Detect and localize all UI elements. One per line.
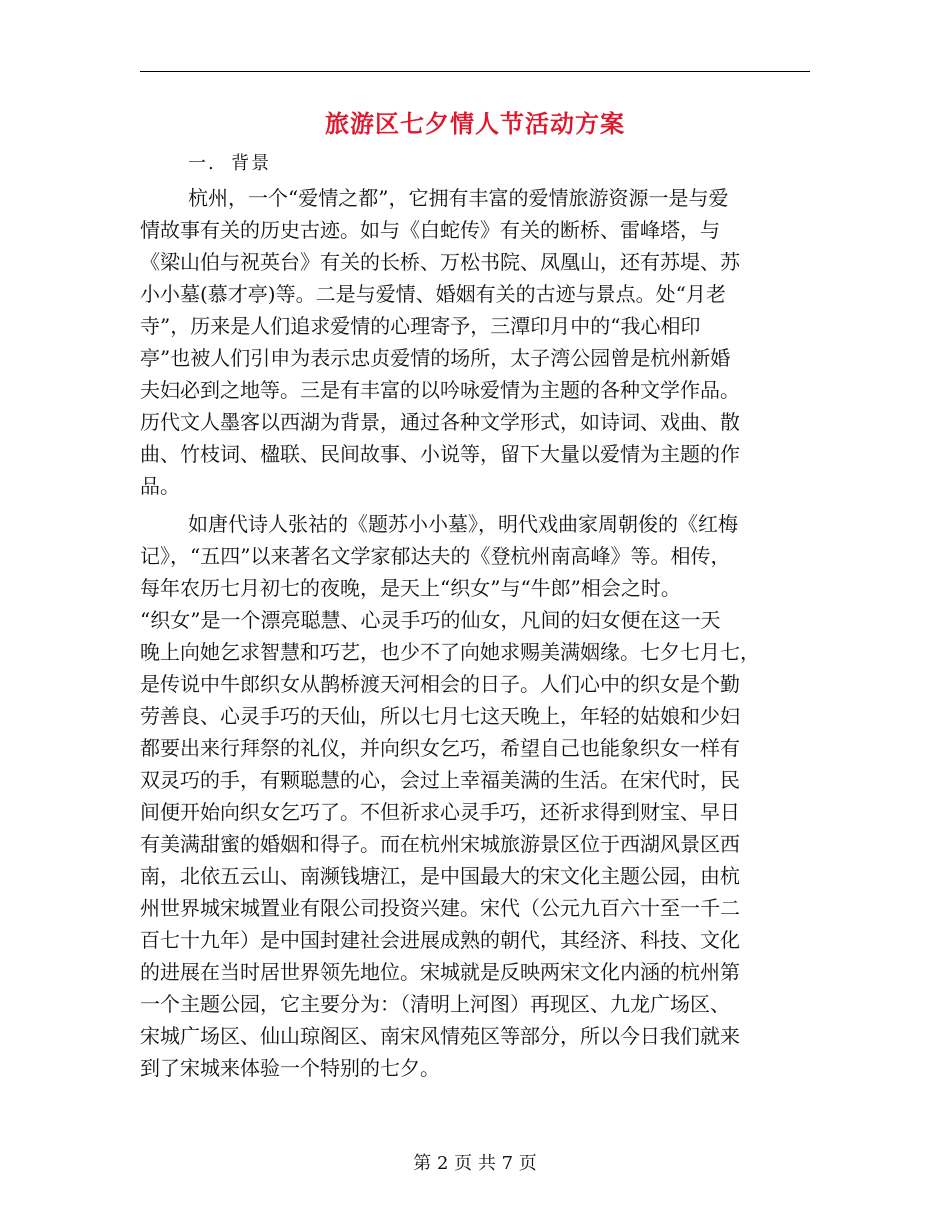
paragraph-line: 曲、竹枝词、楹联、民间故事、小说等，留下大量以爱情为主题的作 — [140, 442, 740, 466]
paragraph-line: 宋城广场区、仙山琼阁区、南宋风情苑区等部分，所以今日我们就来 — [140, 1024, 740, 1048]
paragraph-line: 州世界城宋城置业有限公司投资兴建。宋代（公元九百六十至一千二 — [140, 896, 740, 920]
paragraph-line: 是传说中牛郎织女从鹊桥渡天河相会的日子。人们心中的织女是个勤 — [140, 672, 740, 696]
document-title: 旅游区七夕情人节活动方案 — [325, 109, 625, 138]
paragraph-line: 历代文人墨客以西湖为背景，通过各种文学形式，如诗词、戏曲、散 — [140, 410, 740, 434]
paragraph-line: 杭州，一个“爱情之都”，它拥有丰富的爱情旅游资源一是与爱 — [188, 186, 729, 210]
paragraph-line: 寺”，历来是人们追求爱情的心理寄予，三潭印月中的“我心相印 — [140, 314, 701, 338]
paragraph-line: 百七十九年）是中国封建社会进展成熟的朝代，其经济、科技、文化 — [140, 928, 740, 952]
paragraph-line: 《梁山伯与祝英台》有关的长桥、万松书院、凤凰山，还有苏堤、苏 — [140, 250, 740, 274]
header-rule — [140, 71, 810, 72]
paragraph-line: 间便开始向织女乞巧了。不但祈求心灵手巧，还祈求得到财宝、早日 — [140, 800, 740, 824]
paragraph-line: “织女”是一个漂亮聪慧、心灵手巧的仙女，凡间的妇女便在这一天 — [140, 608, 721, 632]
paragraph-line: 南，北依五云山、南濒钱塘江，是中国最大的宋文化主题公园，由杭 — [140, 864, 740, 888]
paragraph-line: 的进展在当时居世界领先地位。宋城就是反映两宋文化内涵的杭州第 — [140, 960, 740, 984]
paragraph-line: 一个主题公园，它主要分为：（清明上河图）再现区、九龙广场区、 — [140, 992, 730, 1016]
section-heading: 一. 背景 — [188, 153, 272, 174]
page-footer: 第 2 页 共 7 页 — [413, 1153, 537, 1174]
paragraph-line: 品。 — [140, 474, 180, 498]
paragraph-line: 情故事有关的历史古迹。如与《白蛇传》有关的断桥、雷峰塔，与 — [140, 218, 720, 242]
paragraph-line: 劳善良、心灵手巧的天仙，所以七月七这天晚上，年轻的姑娘和少妇 — [140, 704, 740, 728]
paragraph-line: 双灵巧的手，有颗聪慧的心，会过上幸福美满的生活。在宋代时，民 — [140, 768, 740, 792]
paragraph-line: 有美满甜蜜的婚姻和得子。而在杭州宋城旅游景区位于西湖风景区西 — [140, 832, 740, 856]
paragraph-line: 晚上向她乞求智慧和巧艺，也少不了向她求赐美满姻缘。七夕七月七， — [140, 640, 760, 664]
paragraph-line: 夫妇必到之地等。三是有丰富的以吟咏爱情为主题的各种文学作品。 — [140, 378, 740, 402]
paragraph-line: 都要出来行拜祭的礼仪，并向织女乞巧，希望自己也能象织女一样有 — [140, 736, 740, 760]
paragraph-line: 每年农历七月初七的夜晚，是天上“织女”与“牛郎”相会之时。 — [140, 576, 681, 600]
paragraph-line: 如唐代诗人张祜的《题苏小小墓》，明代戏曲家周朝俊的《红梅 — [188, 512, 738, 536]
paragraph-line: 亭”也被人们引申为表示忠贞爱情的场所，太子湾公园曾是杭州新婚 — [140, 346, 731, 370]
paragraph-line: 小小墓(慕才亭)等。二是与爱情、婚姻有关的古迹与景点。处“月老 — [140, 282, 726, 306]
paragraph-line: 到了宋城来体验一个特别的七夕。 — [140, 1056, 440, 1080]
paragraph-line: 记》，“五四”以来著名文学家郁达夫的《登杭州南高峰》等。相传， — [140, 544, 731, 568]
